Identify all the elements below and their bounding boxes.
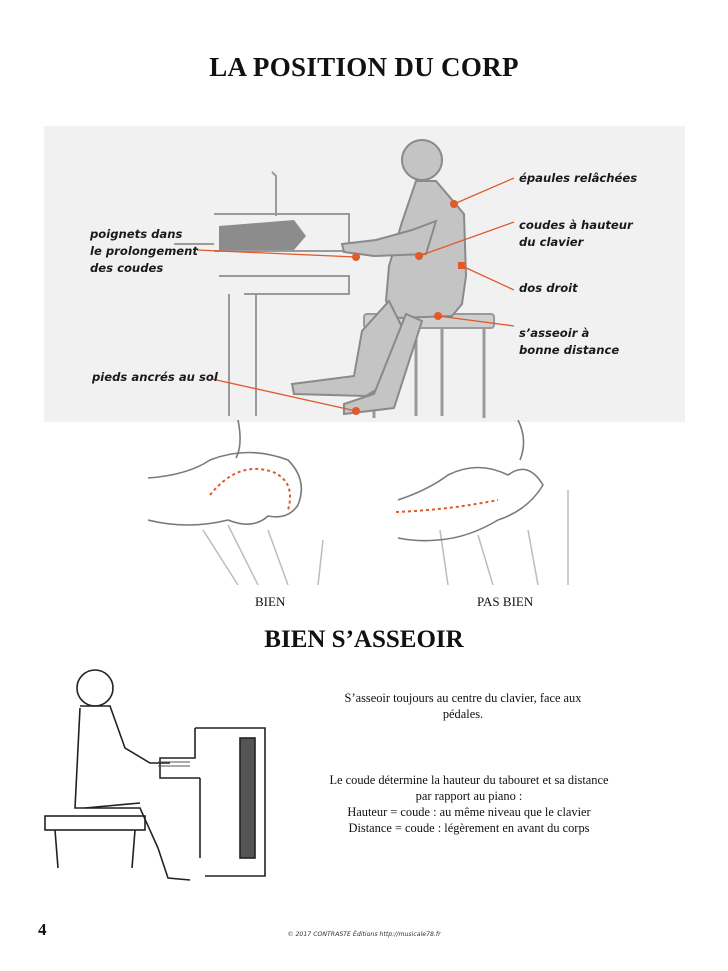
- back-label: dos droit: [519, 281, 578, 295]
- page-title: LA POSITION DU CORP: [209, 52, 519, 82]
- hands-drawing: [148, 420, 588, 585]
- posture-illustration: [44, 126, 685, 422]
- feet-label: pieds ancrés au sol: [92, 370, 218, 384]
- seated-pianist-drawing: [40, 658, 275, 893]
- elbows-label: coudes à hauteur du clavier: [519, 218, 633, 249]
- copyright-footer: © 2017 CONTRASTE Éditions http://musicale78.fr: [287, 931, 441, 938]
- good-caption: BIEN: [255, 594, 286, 609]
- hands-illustration: [148, 420, 588, 609]
- centering-instruction: S’asseoir toujours au centre du clavier, face aux pédales.: [344, 691, 582, 721]
- seated-pianist-illustration: [40, 658, 275, 893]
- wrists-label: poignets dans le prolongement des coudes: [90, 227, 198, 275]
- shoulders-label: épaules relâchées: [519, 171, 638, 185]
- section-title: BIEN S’ASSEOIR: [264, 626, 464, 653]
- page-number: 4: [38, 920, 47, 939]
- elbow-instruction: Le coude détermine la hauteur du tabouret et sa distance par rapport au piano : Hauteur = coude : au même niveau que le clavier Distance = coude : légèrement en avant du corps: [329, 773, 609, 835]
- distance-label: s’asseoir à bonne distance: [519, 326, 620, 357]
- bad-caption: PAS BIEN: [477, 594, 534, 609]
